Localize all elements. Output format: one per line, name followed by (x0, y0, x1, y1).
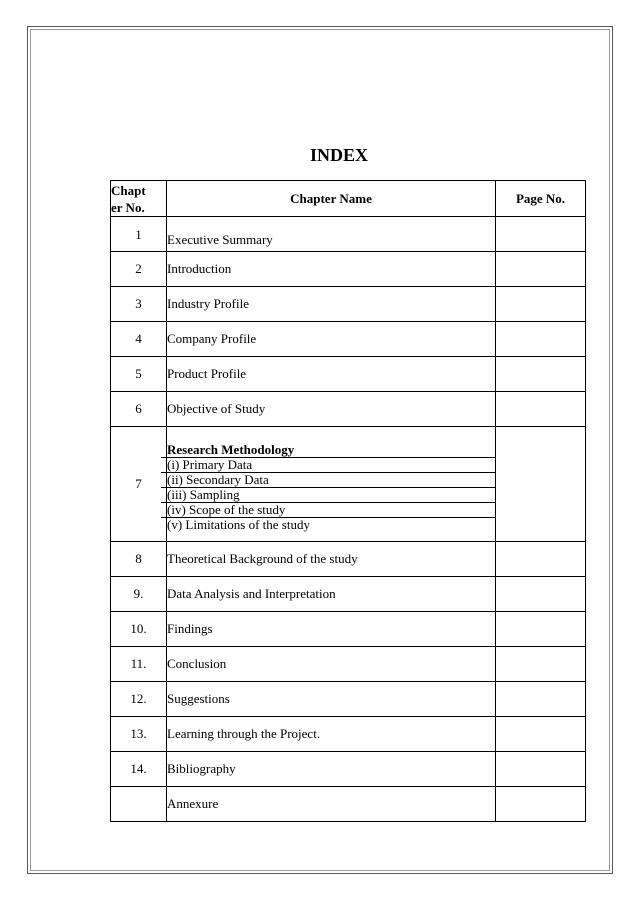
table-row (111, 787, 586, 822)
chapter-no: 8 (111, 542, 167, 577)
methodology-item: (iv) Scope of the study (161, 503, 495, 518)
chapter-name: Conclusion (167, 647, 496, 682)
methodology-cell (167, 427, 496, 542)
chapter-name: Executive Summary (167, 217, 496, 252)
table-row (111, 577, 586, 612)
page-no (496, 427, 586, 542)
methodology-item: (ii) Secondary Data (161, 473, 495, 488)
table-row (111, 287, 586, 322)
methodology-item: (i) Primary Data (161, 458, 495, 473)
table-row-methodology (111, 427, 586, 542)
page-no (496, 287, 586, 322)
table-row (111, 357, 586, 392)
page-no (496, 577, 586, 612)
chapter-no: 12. (111, 682, 167, 717)
chapter-no: 6 (111, 392, 167, 427)
page-title: INDEX (309, 145, 368, 165)
page-no (496, 392, 586, 427)
header-chapter-no: Chapt er No. (111, 181, 167, 217)
chapter-name: Suggestions (167, 682, 496, 717)
chapter-no: 14. (111, 752, 167, 787)
table-header-row (111, 181, 586, 217)
chapter-no: 10. (111, 612, 167, 647)
chapter-name: Company Profile (167, 322, 496, 357)
chapter-no: 9. (111, 577, 167, 612)
methodology-title: Research Methodology (161, 443, 495, 458)
table-row (111, 542, 586, 577)
chapter-no: 3 (111, 287, 167, 322)
methodology-item: (v) Limitations of the study (167, 516, 310, 532)
chapter-no: 5 (111, 357, 167, 392)
chapter-no: 11. (111, 647, 167, 682)
page-no (496, 217, 586, 252)
chapter-name: Industry Profile (167, 287, 496, 322)
table-row (111, 612, 586, 647)
table-row (111, 217, 586, 252)
chapter-no: 4 (111, 322, 167, 357)
page-no (496, 322, 586, 357)
chapter-name: Learning through the Project. (167, 717, 496, 752)
table-row (111, 647, 586, 682)
header-page-no: Page No. (496, 181, 586, 217)
table-row (111, 717, 586, 752)
table-row (111, 322, 586, 357)
chapter-no: 7 (111, 427, 167, 542)
index-table (110, 180, 586, 822)
page-no (496, 752, 586, 787)
chapter-name: Product Profile (167, 357, 496, 392)
table-row (111, 752, 586, 787)
page-no (496, 542, 586, 577)
chapter-name: Findings (167, 612, 496, 647)
table-row (111, 392, 586, 427)
chapter-no: 1 (111, 217, 167, 252)
chapter-no: 13. (111, 717, 167, 752)
chapter-name: Bibliography (167, 752, 496, 787)
header-chapter-name: Chapter Name (167, 181, 496, 217)
chapter-name: Objective of Study (167, 392, 496, 427)
chapter-name: Introduction (167, 252, 496, 287)
table-row (111, 252, 586, 287)
page-no (496, 717, 586, 752)
chapter-name: Theoretical Background of the study (167, 542, 496, 577)
methodology-item: (iii) Sampling (161, 488, 495, 503)
chapter-name: Data Analysis and Interpretation (167, 577, 496, 612)
page-no (496, 252, 586, 287)
page-no (496, 647, 586, 682)
page-no (496, 682, 586, 717)
table-row (111, 682, 586, 717)
page-no (496, 787, 586, 822)
chapter-no: 2 (111, 252, 167, 287)
chapter-name: Annexure (167, 787, 496, 822)
chapter-no (111, 787, 167, 822)
page-no (496, 612, 586, 647)
page-no (496, 357, 586, 392)
